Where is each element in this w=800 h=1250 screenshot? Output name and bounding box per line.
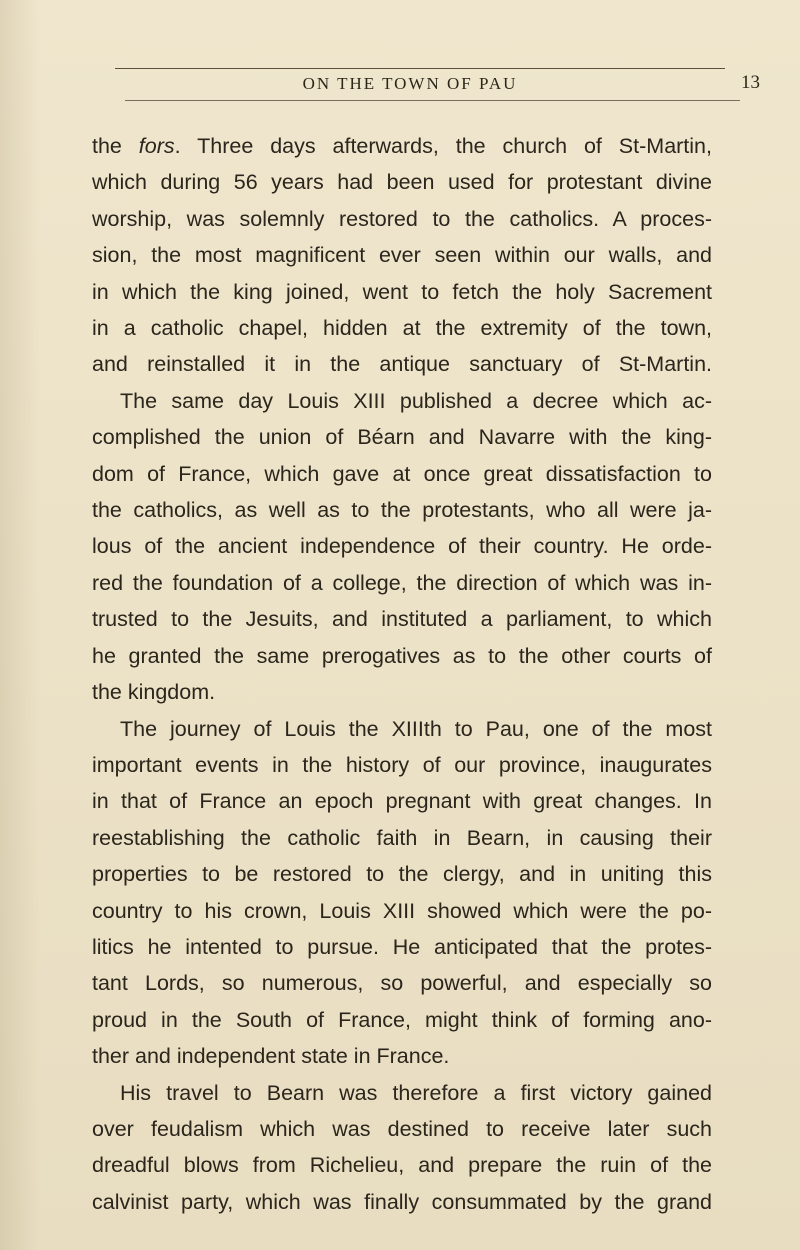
text-line: in which the king joined, went to fetch the holy Sacrement bbox=[92, 279, 712, 304]
text-line: trusted to the Jesuits, and instituted a parliament, to which bbox=[92, 607, 712, 632]
paragraph-4 bbox=[92, 1075, 712, 1221]
text-line: sion, the most magnificent ever seen within our walls, and bbox=[92, 243, 712, 268]
text-line: important events in the history of our province, inaugurates bbox=[92, 752, 712, 777]
paragraph-1 bbox=[92, 128, 712, 383]
text-line: over feudalism which was destined to receive later such bbox=[92, 1116, 712, 1141]
text-line: dom of France, which gave at once great dissatisfaction to bbox=[92, 461, 712, 486]
text-line: he granted the same prerogatives as to the other courts of bbox=[92, 643, 712, 668]
paragraph-3 bbox=[92, 711, 712, 1075]
paragraph-2 bbox=[92, 383, 712, 711]
body-text bbox=[92, 128, 712, 1220]
text-line: reestablishing the catholic faith in Bearn, in causing their bbox=[92, 825, 712, 850]
text-line: the fors. Three days afterwards, the church of St-Martin, bbox=[92, 134, 712, 158]
header-rule-top bbox=[115, 68, 725, 69]
page-number: 13 bbox=[741, 72, 760, 93]
text-line: The journey of Louis the XIIIth to Pau, one of the most bbox=[120, 716, 712, 741]
text-line: the catholics, as well as to the protestants, who all were ja- bbox=[92, 498, 712, 523]
running-title: ON THE TOWN OF PAU bbox=[302, 74, 518, 93]
text-line: worship, was solemnly restored to the catholics. A proces- bbox=[92, 206, 712, 231]
text-line: litics he intented to pursue. He anticipated that the protes- bbox=[92, 934, 712, 959]
text-line: ther and independent state in France. bbox=[92, 1044, 450, 1069]
text-line: tant Lords, so numerous, so powerful, and especially so bbox=[92, 971, 712, 996]
text-line: His travel to Bearn was therefore a first victory gained bbox=[120, 1080, 712, 1105]
text-line: red the foundation of a college, the direction of which was in- bbox=[92, 570, 712, 595]
text-line: dreadful blows from Richelieu, and prepare the ruin of the bbox=[92, 1153, 712, 1178]
text-line: in a catholic chapel, hidden at the extremity of the town, bbox=[92, 316, 712, 341]
page-header bbox=[60, 58, 760, 108]
text-line: The same day Louis XIII published a decree which ac- bbox=[120, 388, 712, 413]
text-line: complished the union of Béarn and Navarre with the king- bbox=[92, 425, 712, 450]
text-line: properties to be restored to the clergy, and in uniting this bbox=[92, 862, 712, 887]
text-line: the kingdom. bbox=[92, 680, 216, 705]
text-line: calvinist party, which was finally consummated by the grand bbox=[92, 1189, 712, 1214]
text-line: which during 56 years had been used for protestant divine bbox=[92, 170, 712, 195]
header-rule-bottom bbox=[125, 100, 740, 101]
text-line: proud in the South of France, might think of forming ano- bbox=[92, 1007, 712, 1032]
text-line: and reinstalled it in the antique sanctuary of St-Martin. bbox=[92, 352, 712, 377]
text-line: in that of France an epoch pregnant with great changes. In bbox=[92, 789, 712, 814]
text-line: lous of the ancient independence of their country. He orde- bbox=[92, 534, 712, 559]
text-line: country to his crown, Louis XIII showed which were the po- bbox=[92, 898, 712, 923]
